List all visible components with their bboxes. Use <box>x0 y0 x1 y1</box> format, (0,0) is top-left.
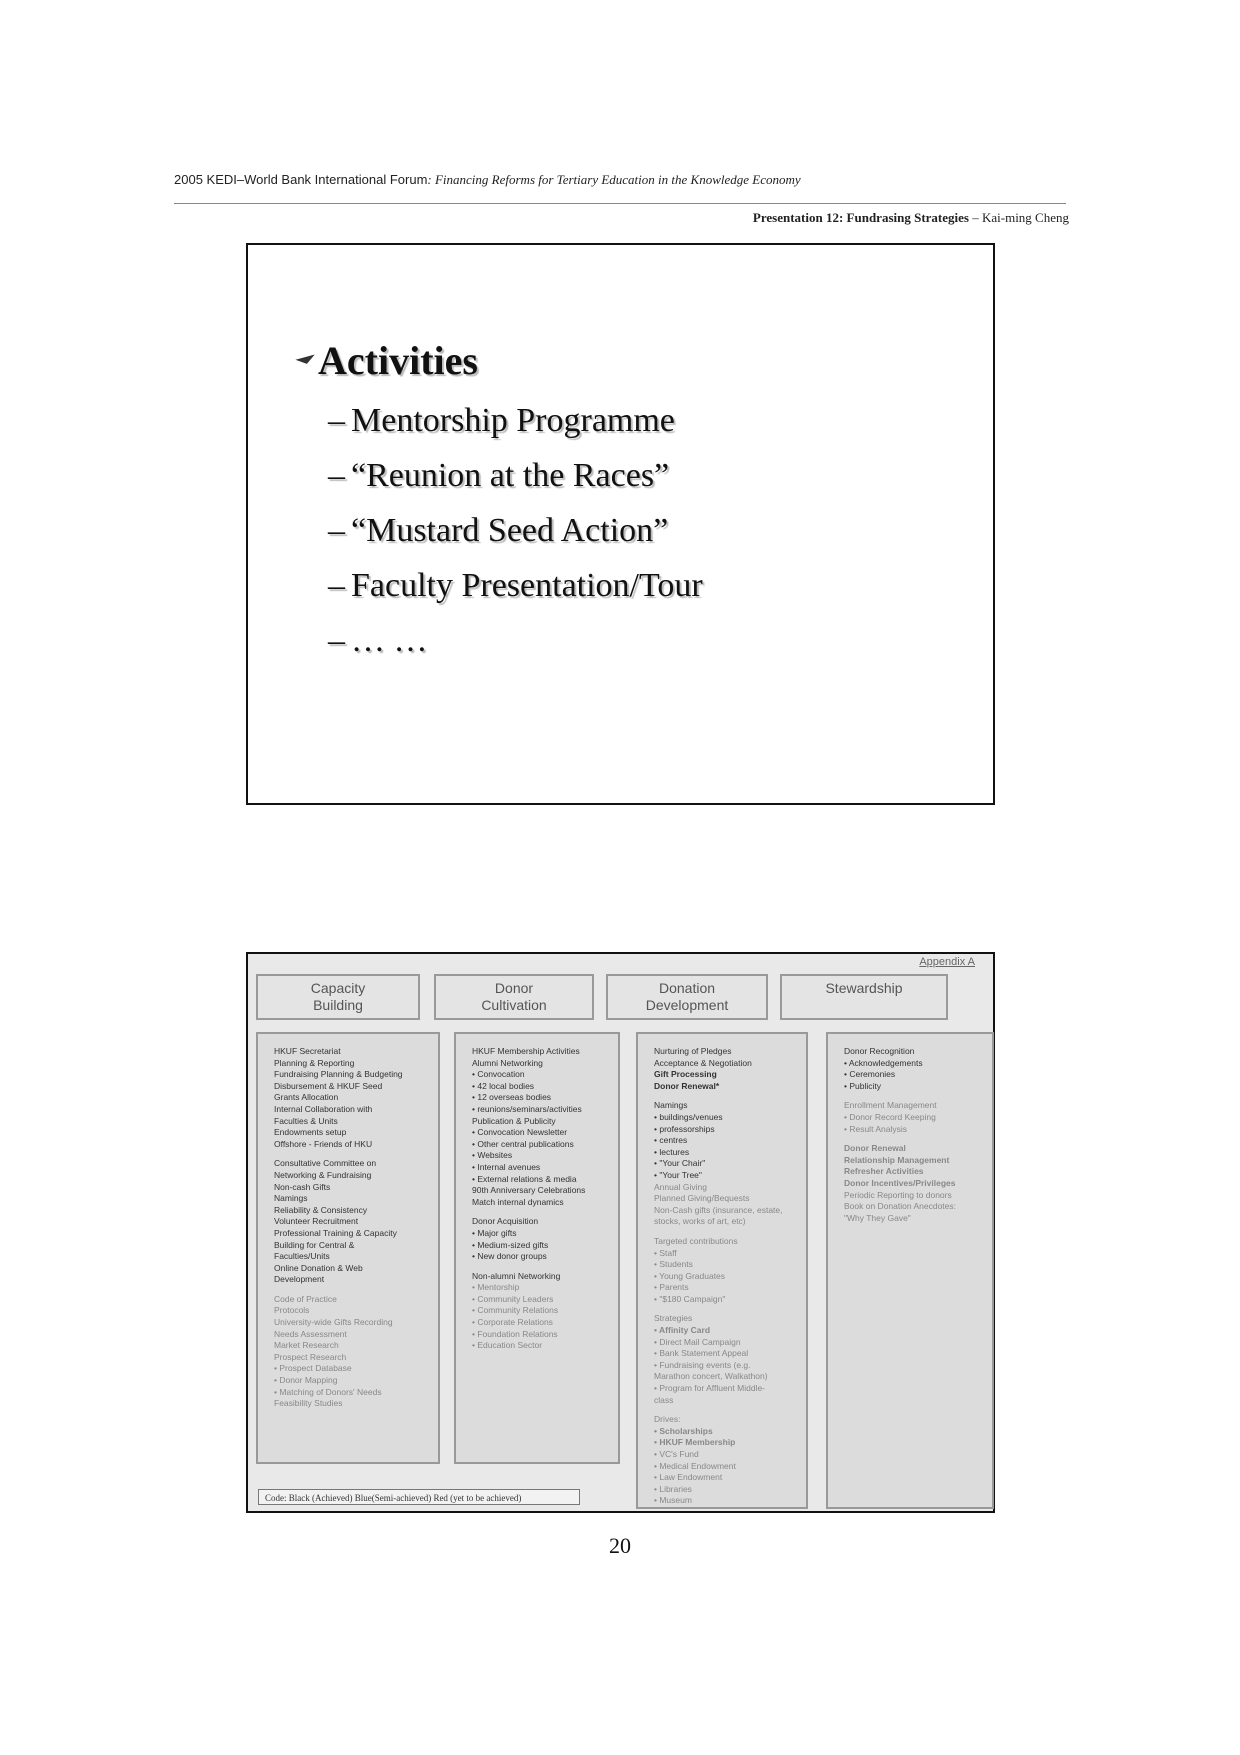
column-line: Annual Giving <box>654 1181 707 1192</box>
list-item: – “Mustard Seed Action” <box>328 512 669 549</box>
list-item: – … … <box>328 622 428 659</box>
column-line: Code of Practice <box>274 1293 337 1304</box>
column-line <box>654 1092 798 1100</box>
column-line: • Other central publications <box>472 1138 574 1149</box>
column-heading-text: Capacity Building <box>310 980 366 1013</box>
column-line: • Ceremonies <box>844 1069 896 1080</box>
column-line <box>654 1406 798 1414</box>
list-item-text: “Reunion at the Races” <box>351 457 670 494</box>
column-line: • Fundraising events (e.g. <box>654 1359 751 1370</box>
column-line: Endowments setup <box>274 1127 347 1138</box>
column-line: "Why They Gave" <box>844 1212 911 1223</box>
column-line: Feasibility Studies <box>274 1398 343 1409</box>
column-line: Namings <box>274 1193 308 1204</box>
column-line: • Matching of Donors' Needs <box>274 1386 382 1397</box>
column-line: • Acknowledgements <box>844 1057 923 1068</box>
column-heading-text: Donor Cultivation <box>481 980 547 1013</box>
header-divider <box>174 203 1066 204</box>
column-line <box>472 1263 610 1271</box>
column-line: Planning & Reporting <box>274 1057 355 1068</box>
column-line: • Publicity <box>844 1080 881 1091</box>
column-line: Non-alumni Networking <box>472 1270 561 1281</box>
column-line: • Donor Record Keeping <box>844 1111 936 1122</box>
column-heading-donor-cultivation <box>434 974 594 1020</box>
column-line: • Result Analysis <box>844 1123 907 1134</box>
column-line: Non-Cash gifts (insurance, estate, <box>654 1204 783 1215</box>
slide-activities <box>246 243 995 805</box>
arrow-bullet-icon <box>295 355 316 367</box>
column-line: • Convocation <box>472 1069 525 1080</box>
column-line: Market Research <box>274 1340 339 1351</box>
column-heading-capacity-building <box>256 974 420 1020</box>
column-line: • Law Endowment <box>654 1472 723 1483</box>
column-line: • Convocation Newsletter <box>472 1127 568 1138</box>
column-line: Donor Acquisition <box>472 1216 539 1227</box>
column-line: Match internal dynamics <box>472 1196 564 1207</box>
list-item-text: “Mustard Seed Action” <box>351 512 669 549</box>
presentation-title: Presentation 12: Fundrasing Strategies <box>752 210 969 225</box>
column-line: Prospect Research <box>274 1351 347 1362</box>
appendix-label: Appendix A <box>919 956 975 968</box>
slide-appendix-a <box>246 952 995 1513</box>
list-item: – “Reunion at the Races” <box>328 457 670 494</box>
column-line: • Libraries <box>654 1483 692 1494</box>
column-line: • HKUF Membership <box>654 1437 736 1448</box>
column-line: • Direct Mail Campaign <box>654 1336 741 1347</box>
column-heading-donation-development <box>606 974 768 1020</box>
forum-subtitle: : Financing Reforms for Tertiary Education in the Knowledge Economy <box>427 172 801 187</box>
column-line: • Websites <box>472 1150 513 1161</box>
column-line: Internal Collaboration with <box>274 1103 373 1114</box>
column-line: • Community Leaders <box>472 1293 554 1304</box>
column-line: HKUF Secretariat <box>274 1046 341 1056</box>
column-line: Book on Donation Anecdotes: <box>844 1201 956 1212</box>
list-item: – Faculty Presentation/Tour <box>328 567 703 604</box>
column-line: Non-cash Gifts <box>274 1181 331 1192</box>
column-line: Refresher Activities <box>844 1166 924 1177</box>
column-line: Grants Allocation <box>274 1092 339 1103</box>
column-line: Gift Processing <box>654 1069 717 1080</box>
column-line: • Foundation Relations <box>472 1328 558 1339</box>
column-line: • Scholarships <box>654 1425 713 1436</box>
column-line: Reliability & Consistency <box>274 1204 368 1215</box>
column-line: • 42 local bodies <box>472 1080 535 1091</box>
column-line: Namings <box>654 1100 688 1111</box>
column-line: Professional Training & Capacity <box>274 1227 397 1238</box>
column-line: Enrollment Management <box>844 1100 937 1111</box>
column-heading-stewardship <box>780 974 948 1020</box>
slide-title-text: Activities <box>318 338 478 383</box>
column-line: Networking & Fundraising <box>274 1169 372 1180</box>
column-line: • Museum <box>654 1495 692 1506</box>
column-line: Donor Renewal* <box>654 1080 720 1091</box>
column-line: • Medium-sized gifts <box>472 1239 549 1250</box>
column-line: • buildings/venues <box>654 1111 723 1122</box>
column-body-stewardship <box>826 1032 994 1509</box>
column-line: • lectures <box>654 1146 690 1157</box>
column-line: Relationship Management <box>844 1154 950 1165</box>
column-line: • Bank Statement Appeal <box>654 1348 749 1359</box>
column-line: • Affinity Card <box>654 1325 711 1336</box>
column-line: • Mentorship <box>472 1282 520 1293</box>
column-line: Marathon concert, Walkathon) <box>654 1371 768 1382</box>
running-header-presentation <box>753 210 1069 226</box>
forum-name: 2005 KEDI–World Bank International Forum <box>174 172 428 187</box>
column-line: Drives: <box>654 1414 681 1425</box>
list-item-text: Mentorship Programme <box>351 402 675 439</box>
column-line: • professorships <box>654 1123 715 1134</box>
column-line: 90th Anniversary Celebrations <box>472 1185 586 1196</box>
activities-list <box>328 393 703 668</box>
column-line: Targeted contributions <box>654 1235 738 1246</box>
column-line: • 12 overseas bodies <box>472 1092 552 1103</box>
column-line <box>844 1092 984 1100</box>
list-item-text: Faculty Presentation/Tour <box>351 567 703 604</box>
column-line: Acceptance & Negotiation <box>654 1057 752 1068</box>
column-line: Faculties/Units <box>274 1251 330 1262</box>
column-line: Protocols <box>274 1305 310 1316</box>
column-line: • VC's Fund <box>654 1449 699 1459</box>
column-line: • Prospect Database <box>274 1363 352 1374</box>
running-header-forum <box>174 172 801 188</box>
column-line: • "Your Tree" <box>654 1169 702 1180</box>
column-line: • External relations & media <box>472 1173 577 1184</box>
column-line <box>274 1150 430 1158</box>
column-line: • centres <box>654 1135 688 1146</box>
column-line: • New donor groups <box>472 1251 547 1262</box>
column-line: Donor Recognition <box>844 1046 915 1056</box>
column-heading-text: Donation Development <box>645 980 729 1013</box>
column-line <box>654 1228 798 1236</box>
column-line: • Donor Mapping <box>274 1375 338 1386</box>
column-line <box>654 1305 798 1313</box>
column-line: Strategies <box>654 1313 693 1324</box>
column-line: • Young Graduates <box>654 1270 726 1281</box>
column-line: stocks, works of art, etc) <box>654 1216 746 1227</box>
column-line: • Major gifts <box>472 1227 517 1238</box>
column-line: Donor Incentives/Privileges <box>844 1177 956 1188</box>
column-line: Periodic Reporting to donors <box>844 1189 952 1200</box>
column-line: • Education Sector <box>472 1340 543 1351</box>
column-line: • Internal avenues <box>472 1161 541 1172</box>
column-line: Volunteer Recruitment <box>274 1216 359 1227</box>
column-body-donor-cultivation <box>454 1032 620 1464</box>
column-line: Online Donation & Web <box>274 1262 363 1273</box>
list-item: – Mentorship Programme <box>328 402 675 439</box>
column-line: HKUF Membership Activities <box>472 1046 580 1056</box>
column-line: • Community Relations <box>472 1305 559 1316</box>
colour-code-legend: Code: Black (Achieved) Blue(Semi-achieved) Red (yet to be achieved) <box>258 1489 580 1505</box>
column-line: • "Your Chair" <box>654 1158 706 1169</box>
slide-title <box>296 337 478 384</box>
page-number: 20 <box>609 1533 631 1558</box>
column-line: • Medical Endowment <box>654 1460 736 1471</box>
list-item-text: … … <box>351 622 428 659</box>
column-line: Development <box>274 1274 325 1285</box>
column-line <box>472 1208 610 1216</box>
column-line: Fundraising Planning & Budgeting <box>274 1069 403 1080</box>
column-line: • Staff <box>654 1247 677 1258</box>
column-body-donation-development <box>636 1032 808 1509</box>
column-line: Needs Assessment <box>274 1328 347 1339</box>
column-line: • Students <box>654 1259 693 1270</box>
presentation-author: – Kai-ming Cheng <box>968 210 1069 225</box>
column-line: • "$180 Campaign" <box>654 1293 726 1304</box>
column-line: Consultative Committee on <box>274 1158 377 1169</box>
column-line: Alumni Networking <box>472 1057 543 1068</box>
column-line <box>274 1286 430 1294</box>
column-line: Publication & Publicity <box>472 1115 556 1126</box>
column-line: Disbursement & HKUF Seed <box>274 1080 383 1091</box>
column-line: • Parents <box>654 1282 689 1293</box>
column-line: Offshore - Friends of HKU <box>274 1138 373 1149</box>
column-line <box>844 1135 984 1143</box>
column-line: Nurturing of Pledges <box>654 1046 732 1056</box>
column-line: • Corporate Relations <box>472 1317 553 1328</box>
column-line: University-wide Gifts Recording <box>274 1317 393 1328</box>
column-line: Donor Renewal <box>844 1143 906 1154</box>
column-line: Faculties & Units <box>274 1115 338 1126</box>
column-line: class <box>654 1394 674 1405</box>
column-heading-text: Stewardship <box>825 980 903 996</box>
column-line: • Program for Affluent Middle- <box>654 1383 766 1394</box>
column-line: Planned Giving/Bequests <box>654 1193 750 1204</box>
column-line: • reunions/seminars/activities <box>472 1103 582 1114</box>
column-body-capacity-building <box>256 1032 440 1464</box>
column-line: Building for Central & <box>274 1239 355 1250</box>
